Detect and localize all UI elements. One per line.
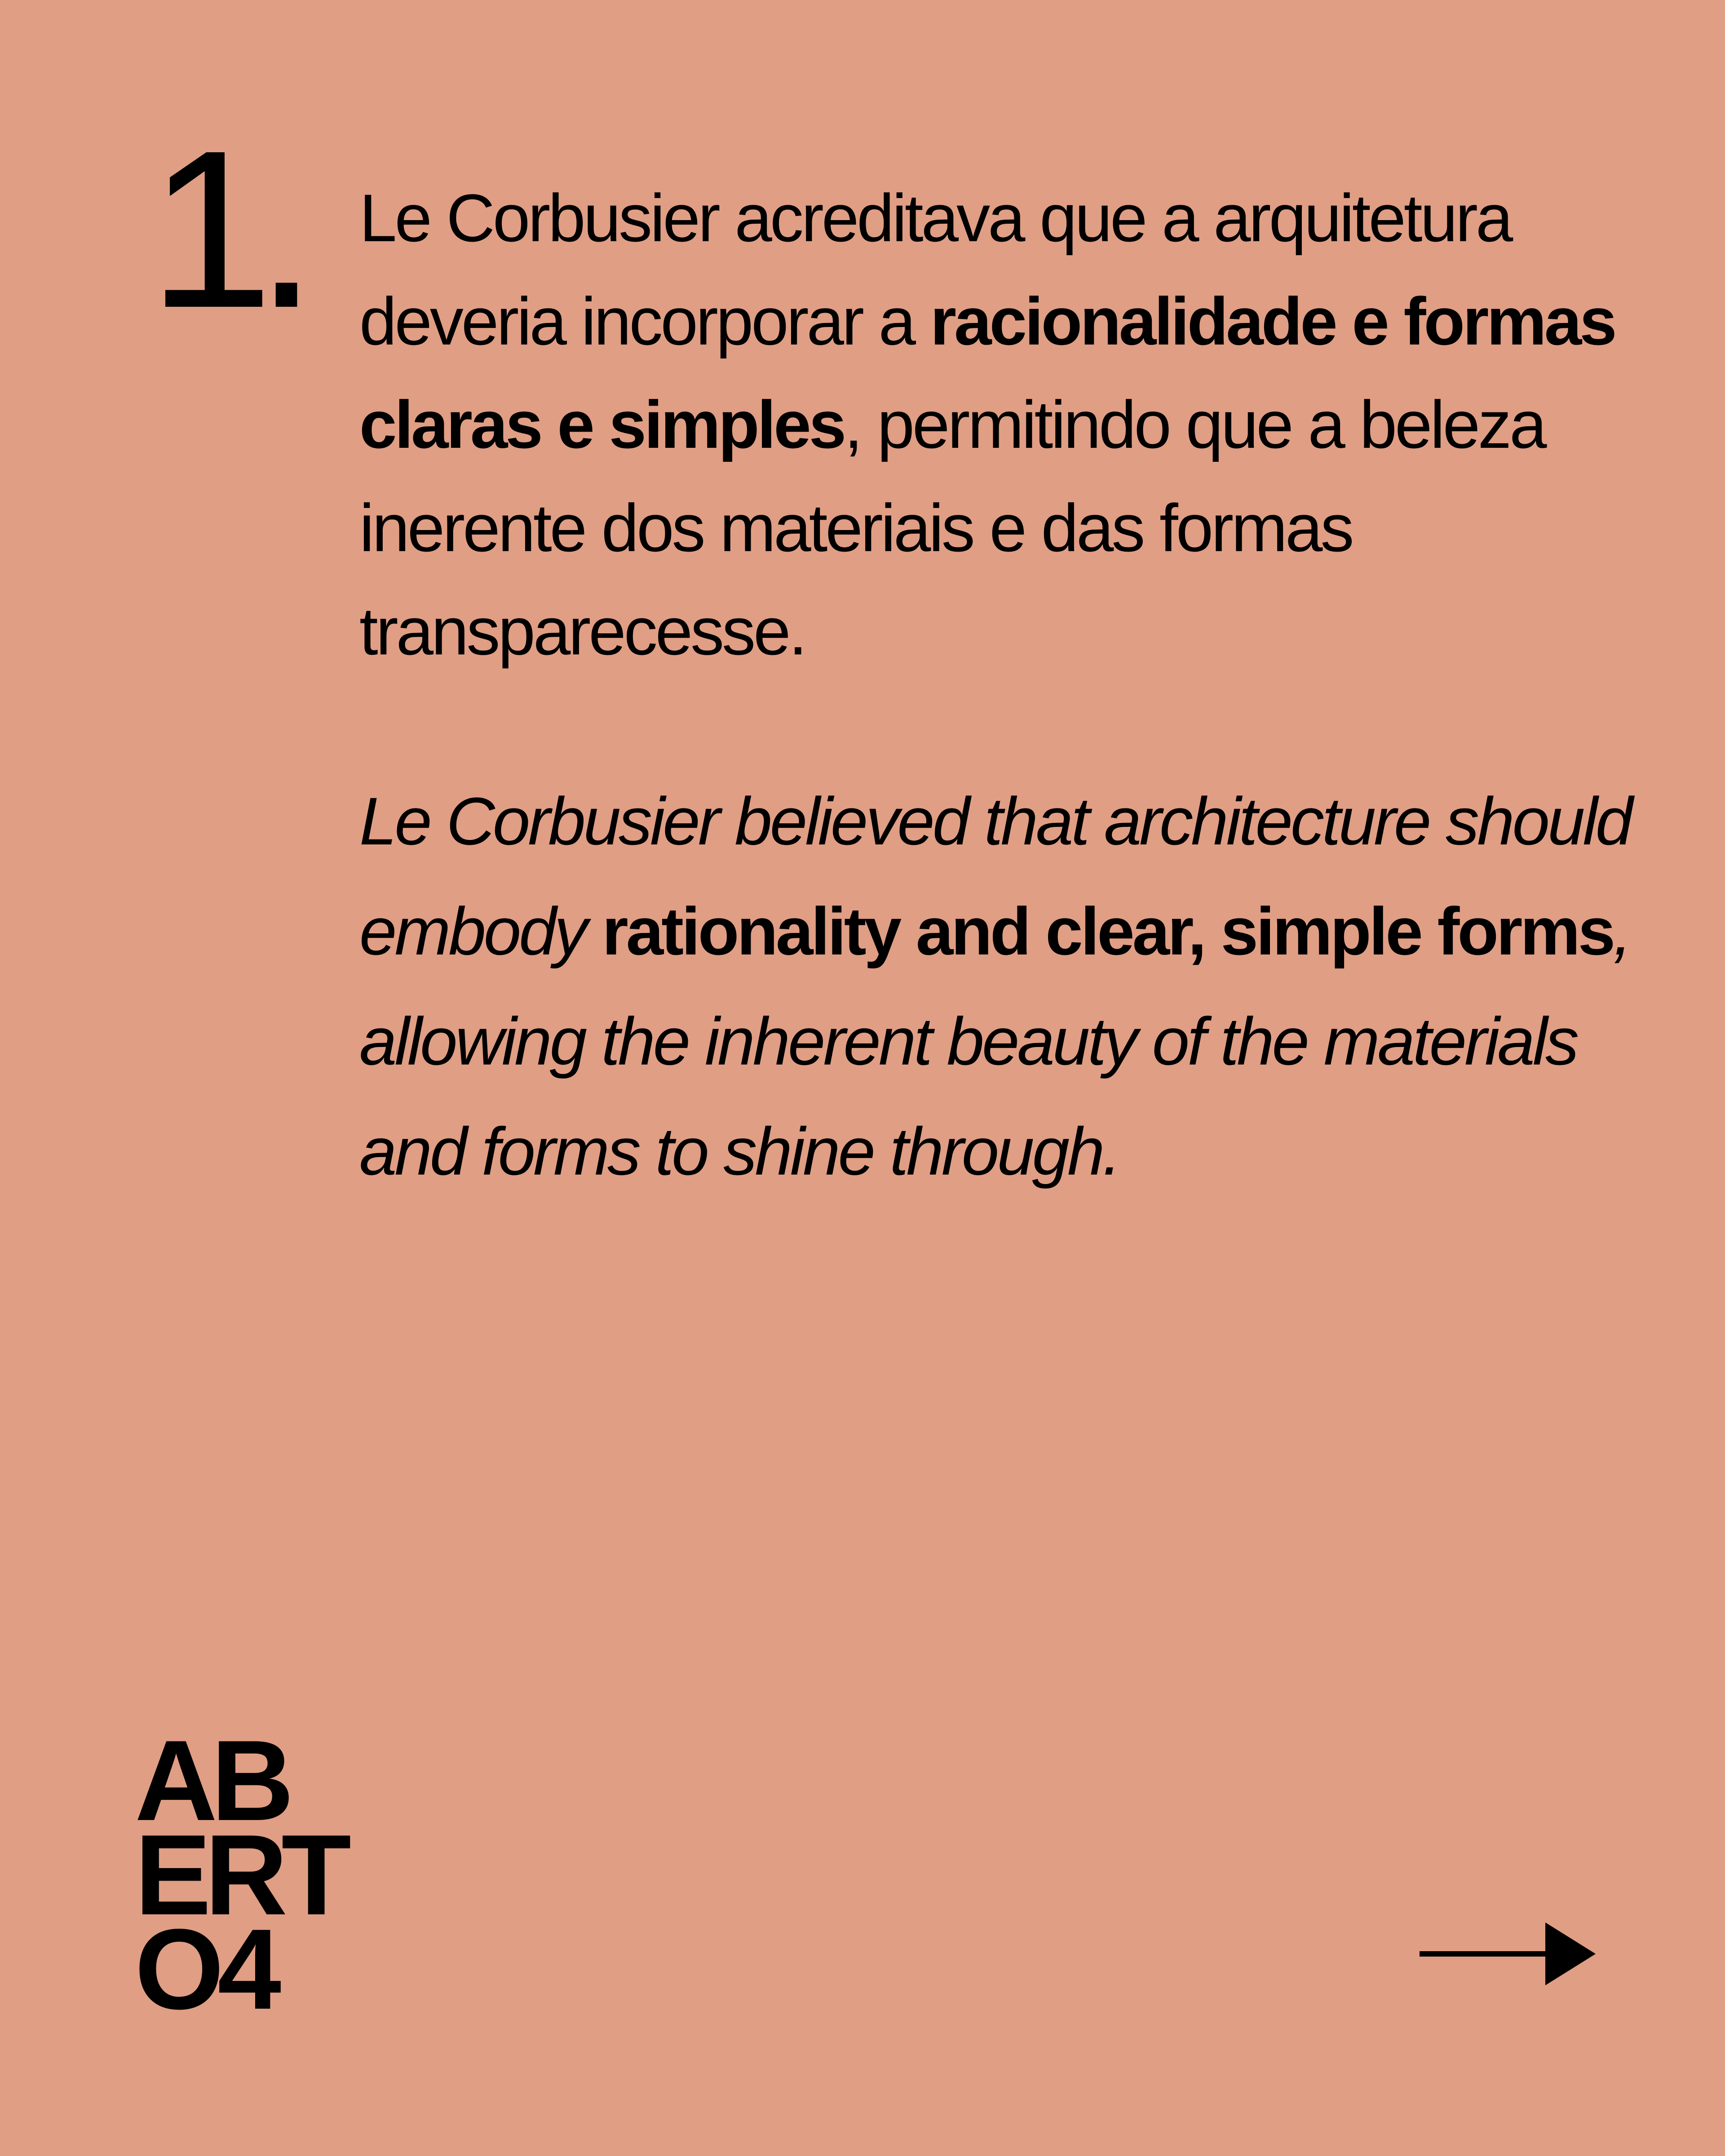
portuguese-paragraph	[359, 166, 1635, 683]
logo-line-2: ERT	[135, 1811, 345, 1939]
portuguese-text-part1: Le Corbusier acreditava que a arquitetura deveria incorporar a	[359, 180, 1511, 359]
next-slide-button[interactable]	[1420, 1922, 1599, 1985]
logo-line-1: AB	[135, 1717, 288, 1845]
portuguese-text-bold: racionalidade e formas claras e simples	[359, 283, 1615, 462]
english-paragraph	[359, 766, 1635, 1206]
aberto4-logo	[135, 1717, 345, 2033]
english-text-part1: Le Corbusier believed that architecture should embody	[359, 783, 1631, 969]
portuguese-text-part2: , permitindo que a beleza inerente dos materiais e das formas transparecesse.	[359, 387, 1545, 669]
english-text-bold: rationality and clear, simple forms	[602, 893, 1614, 969]
english-text-part2: , allowing the inherent beauty of the materials and forms to shine through.	[359, 893, 1630, 1189]
slide-number: 1.	[148, 103, 300, 354]
text-column	[359, 166, 1635, 1206]
logo-line-3: O4	[135, 1905, 275, 2033]
right-arrow-icon	[1420, 1922, 1599, 1985]
